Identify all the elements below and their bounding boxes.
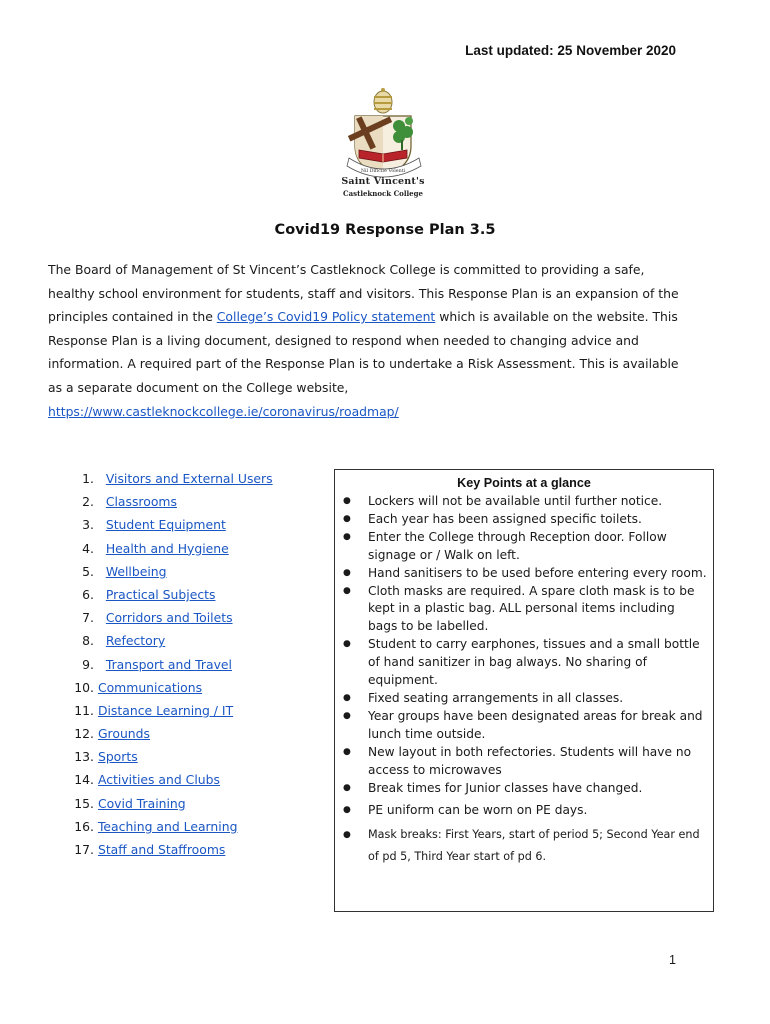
key-point-item: ● Year groups have been designated areas for break and lunch time outside. xyxy=(343,708,703,741)
toc-number: 9. xyxy=(82,656,94,672)
toc-number: 14. xyxy=(74,772,94,788)
toc-number: 2. xyxy=(82,494,94,510)
toc-link[interactable]: Staff and Staffrooms xyxy=(97,842,226,857)
toc-number: 15. xyxy=(74,795,94,811)
bullet-icon: ● xyxy=(343,830,351,841)
toc-link[interactable]: Sports xyxy=(97,749,138,765)
toc-item xyxy=(60,560,273,583)
bullet-icon: ● xyxy=(343,531,351,542)
toc-item xyxy=(60,838,273,861)
toc-item xyxy=(60,537,273,560)
key-point-item: ● Break times for Junior classes have changed. xyxy=(335,780,715,798)
toc-number: 7. xyxy=(82,610,94,626)
toc-number: 8. xyxy=(82,633,94,649)
college-crest-logo xyxy=(325,88,445,203)
toc-item xyxy=(60,583,273,606)
toc-item xyxy=(60,467,273,490)
page-title: Covid19 Response Plan 3.5 xyxy=(274,222,496,238)
page-number: 1 xyxy=(669,953,676,967)
bullet-icon: ● xyxy=(343,782,351,793)
toc-item xyxy=(60,676,273,699)
toc-link[interactable]: Student Equipment xyxy=(105,517,226,533)
key-points-heading: Key Points at a glance xyxy=(457,476,591,490)
toc-link[interactable]: Refectory xyxy=(105,633,166,649)
toc-number: 4. xyxy=(82,540,94,556)
toc-link[interactable]: Grounds xyxy=(97,726,150,742)
toc-item xyxy=(60,513,273,536)
toc-item xyxy=(60,722,273,745)
key-points-list xyxy=(335,493,715,868)
toc-item xyxy=(60,792,273,815)
bullet-icon: ● xyxy=(343,567,351,578)
policy-statement-link[interactable]: College’s Covid19 Policy statement xyxy=(216,309,436,325)
toc-link[interactable]: Transport and Travel xyxy=(105,656,232,672)
toc-number: 13. xyxy=(74,749,94,765)
logo-name-line2: Castleknock College xyxy=(343,189,423,198)
toc-number: 6. xyxy=(82,586,94,602)
toc-number: 5. xyxy=(82,563,94,579)
toc-number: 16. xyxy=(74,818,94,834)
bullet-icon: ● xyxy=(343,710,351,721)
toc-link[interactable]: Wellbeing xyxy=(105,563,167,579)
intro-text-1: The Board of Management of St Vincent’s Castleknock College is committed to providing a safe, healthy school environment for students, staff and visitors. This Response Plan is an expansion of the principles contained in the xyxy=(48,262,679,325)
bullet-icon: ● xyxy=(343,692,351,703)
key-point-item: ● Each year has been assigned specific toilets. xyxy=(335,511,715,529)
key-point-item: ● Hand sanitisers to be used before entering every room. xyxy=(335,565,715,583)
toc-link[interactable]: Health and Hygiene xyxy=(105,540,229,556)
toc-item xyxy=(60,768,273,791)
svg-text:Nil Dificile Volenti: Nil Dificile Volenti xyxy=(360,169,406,174)
toc-item xyxy=(60,699,273,722)
toc-item xyxy=(60,490,273,513)
key-point-item: ● Lockers will not be available until further notice. xyxy=(335,493,715,511)
toc-number: 1. xyxy=(82,471,94,486)
toc-item xyxy=(60,606,273,629)
last-updated: Last updated: 25 November 2020 xyxy=(465,43,676,58)
tiara-icon xyxy=(374,88,392,113)
toc-link[interactable]: Distance Learning / IT xyxy=(97,702,234,718)
toc-link[interactable]: Practical Subjects xyxy=(105,586,216,602)
key-point-item: ● Fixed seating arrangements in all classes. xyxy=(335,690,715,708)
toc-link[interactable]: Teaching and Learning xyxy=(97,818,238,834)
bullet-icon: ● xyxy=(343,805,351,816)
key-points-box xyxy=(334,469,714,912)
toc-item xyxy=(60,815,273,838)
toc-item xyxy=(60,653,273,676)
bullet-icon: ● xyxy=(343,496,351,506)
toc-number: 3. xyxy=(82,517,94,533)
toc-link[interactable]: Activities and Clubs xyxy=(97,772,220,788)
key-point-item: ● PE uniform can be worn on PE days. xyxy=(335,802,715,820)
toc-item xyxy=(60,745,273,768)
toc-link[interactable]: Visitors and External Users xyxy=(105,471,273,486)
intro-paragraph xyxy=(48,258,688,423)
toc-link[interactable]: Corridors and Toilets xyxy=(105,610,233,626)
toc-link[interactable]: Classrooms xyxy=(105,494,177,510)
roadmap-url-link[interactable]: https://www.castleknockcollege.ie/coronavirus/roadmap/ xyxy=(48,403,399,419)
toc-item xyxy=(60,629,273,652)
table-of-contents xyxy=(60,467,273,861)
intro-text-2: which is available on the website. This Response Plan is a living document, designed to respond when needed to changing advice and information. A required part of the Response Plan is to undertake a Risk Assessment. This is available as a separate document on the College website, xyxy=(48,309,679,395)
bullet-icon: ● xyxy=(343,746,351,757)
toc-link[interactable]: Covid Training xyxy=(97,795,186,811)
bullet-icon: ● xyxy=(343,585,351,596)
toc-number: 11. xyxy=(74,702,94,718)
bullet-icon: ● xyxy=(343,639,351,650)
toc-link[interactable]: Communications xyxy=(97,679,203,695)
key-point-item: ● Enter the College through Reception door. Follow signage or / Walk on left. xyxy=(343,529,667,562)
key-point-item: ● Mask breaks: First Years, start of period 5; Second Year end of pd 5, Third Year start of pd 6. xyxy=(335,824,715,868)
bullet-icon: ● xyxy=(343,513,351,524)
toc-number: 12. xyxy=(74,726,94,742)
logo-name-line1: Saint Vincent's xyxy=(341,176,425,187)
key-point-item: ● New layout in both refectories. Students will have no access to microwaves xyxy=(343,744,692,777)
toc-number: 17. xyxy=(74,842,94,857)
key-point-item: ● Student to carry earphones, tissues and a small bottle of hand sanitizer in bag always. No sharing of equipment. xyxy=(343,637,700,688)
key-point-item: ● Cloth masks are required. A spare cloth mask is to be kept in a plastic bag. ALL personal items including bags to be labelled. xyxy=(343,583,695,634)
toc-number: 10. xyxy=(74,679,94,695)
